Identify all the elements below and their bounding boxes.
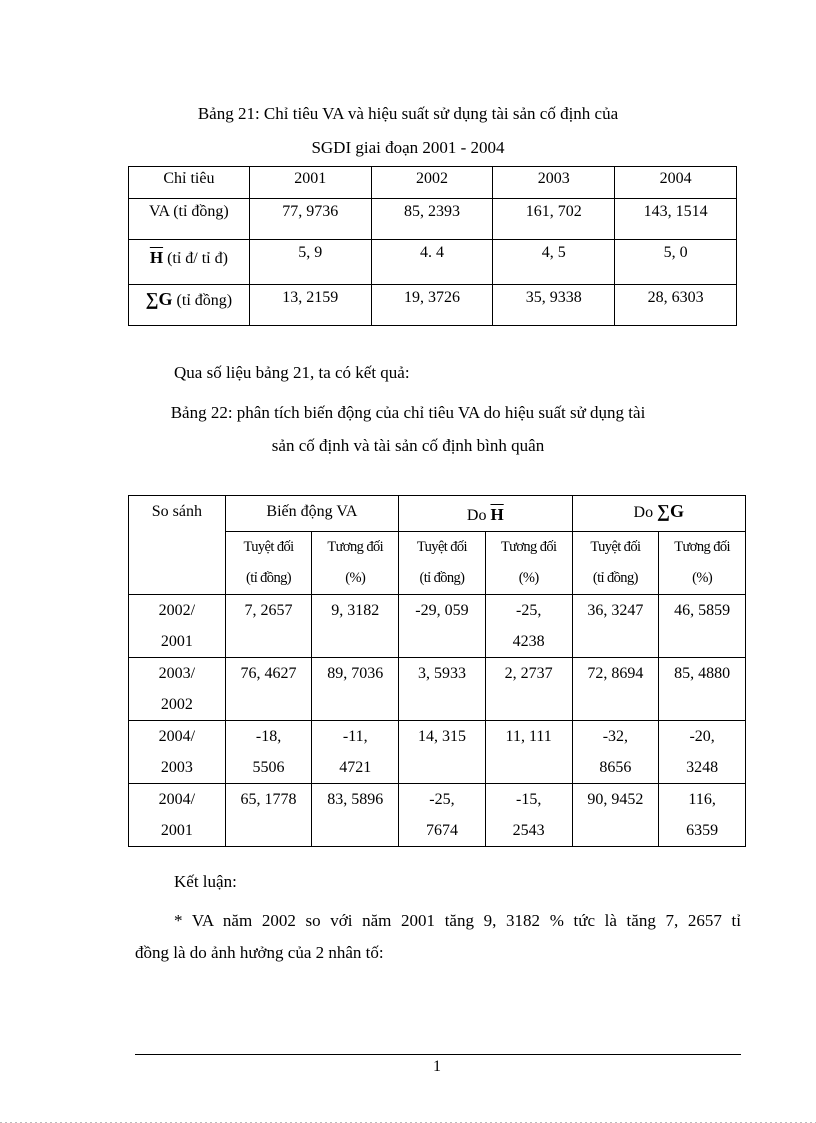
table-cell: 28, 6303 bbox=[615, 285, 737, 326]
table-row bbox=[129, 658, 746, 721]
header-cell: Chỉ tiêu bbox=[129, 167, 250, 199]
table-cell: -18, 5506 bbox=[225, 721, 312, 784]
table22-caption-line2: sản cố định và tài sản cố định bình quân bbox=[271, 436, 545, 455]
subheader-cell: Tương đối (%) bbox=[659, 532, 746, 595]
conclusion-line1: * VA năm 2002 so với năm 2001 tăng 9, 3182 % tức là tăng 7, 2657 tỉ bbox=[174, 911, 741, 930]
table-cell: 3, 5933 bbox=[399, 658, 486, 721]
row-label-unit: (tỉ đ/ tỉ đ) bbox=[163, 250, 228, 267]
table-cell: 13, 2159 bbox=[249, 285, 371, 326]
table-row bbox=[129, 595, 746, 658]
header-cell bbox=[572, 496, 745, 532]
table-cell: 46, 5859 bbox=[659, 595, 746, 658]
table-row bbox=[129, 199, 737, 240]
do-label: Do bbox=[633, 504, 658, 521]
table-cell: 35, 9338 bbox=[493, 285, 615, 326]
table-cell: 65, 1778 bbox=[225, 784, 312, 847]
table-cell: -25, 4238 bbox=[485, 595, 572, 658]
header-cell: 2002 bbox=[371, 167, 493, 199]
table21 bbox=[128, 166, 737, 326]
sigma-g-symbol: ∑G bbox=[145, 289, 173, 309]
period-cell: 2004/ 2001 bbox=[129, 784, 226, 847]
table-cell: -15, 2543 bbox=[485, 784, 572, 847]
table-cell: 83, 5896 bbox=[312, 784, 399, 847]
conclusion-line2: đồng là do ảnh hưởng của 2 nhân tố: bbox=[135, 943, 384, 962]
table-header-row bbox=[129, 496, 746, 532]
table-cell: 77, 9736 bbox=[249, 199, 371, 240]
period-cell: 2004/ 2003 bbox=[129, 721, 226, 784]
table-cell: -32, 8656 bbox=[572, 721, 659, 784]
table22-caption-line1: Bảng 22: phân tích biến động của chỉ tiêu VA do hiệu suất sử dụng tài bbox=[170, 403, 646, 422]
table-cell: 90, 9452 bbox=[572, 784, 659, 847]
table-cell: 85, 2393 bbox=[371, 199, 493, 240]
table-row bbox=[129, 721, 746, 784]
table22 bbox=[128, 495, 746, 847]
table-row bbox=[129, 285, 737, 326]
footer-divider bbox=[135, 1054, 741, 1055]
subheader-cell: Tuyệt đối (tỉ đồng) bbox=[225, 532, 312, 595]
table-cell: 7, 2657 bbox=[225, 595, 312, 658]
h-bar-symbol: $\overline{H}$ bbox=[490, 505, 504, 524]
period-cell: 2003/ 2002 bbox=[129, 658, 226, 721]
do-label: Do bbox=[466, 507, 491, 524]
intro-text: Qua số liệu bảng 21, ta có kết quả: bbox=[174, 363, 410, 382]
row-label-unit: (tỉ đồng) bbox=[172, 292, 233, 309]
table21-caption-line2: SGDI giai đoạn 2001 - 2004 bbox=[311, 138, 505, 157]
table-cell: 11, 111 bbox=[485, 721, 572, 784]
table-cell: 116, 6359 bbox=[659, 784, 746, 847]
subheader-cell: Tuyệt đối (tỉ đồng) bbox=[399, 532, 486, 595]
table-cell: 4, 5 bbox=[493, 240, 615, 285]
table-cell: 72, 8694 bbox=[572, 658, 659, 721]
conclusion-heading: Kết luận: bbox=[174, 872, 237, 891]
header-cell: 2003 bbox=[493, 167, 615, 199]
row-label bbox=[129, 240, 250, 285]
table-cell: 4. 4 bbox=[371, 240, 493, 285]
period-cell: 2002/ 2001 bbox=[129, 595, 226, 658]
table-cell: 19, 3726 bbox=[371, 285, 493, 326]
table-cell: 2, 2737 bbox=[485, 658, 572, 721]
table-cell: 36, 3247 bbox=[572, 595, 659, 658]
table-cell: 9, 3182 bbox=[312, 595, 399, 658]
subheader-cell: Tuyệt đối (tỉ đồng) bbox=[572, 532, 659, 595]
table-cell: -29, 059 bbox=[399, 595, 486, 658]
table21-caption-line1: Bảng 21: Chỉ tiêu VA và hiệu suất sử dụng tài sản cố định của bbox=[197, 104, 619, 123]
header-cell: So sánh bbox=[129, 496, 226, 595]
table-header-row bbox=[129, 167, 737, 199]
row-label bbox=[129, 285, 250, 326]
row-label: VA (tỉ đồng) bbox=[129, 199, 250, 240]
header-cell bbox=[399, 496, 572, 532]
page-number: 1 bbox=[433, 1058, 441, 1075]
table-row bbox=[129, 784, 746, 847]
table-cell: 85, 4880 bbox=[659, 658, 746, 721]
table-cell: 161, 702 bbox=[493, 199, 615, 240]
table-cell: -20, 3248 bbox=[659, 721, 746, 784]
table-cell: 5, 0 bbox=[615, 240, 737, 285]
table-cell: 5, 9 bbox=[249, 240, 371, 285]
table-cell: 14, 315 bbox=[399, 721, 486, 784]
table-row bbox=[129, 240, 737, 285]
header-cell: Biến động VA bbox=[225, 496, 398, 532]
table-cell: 76, 4627 bbox=[225, 658, 312, 721]
subheader-cell: Tương đối (%) bbox=[312, 532, 399, 595]
table22-body bbox=[129, 595, 746, 847]
h-bar-symbol: $\overline{H}$ bbox=[149, 248, 164, 267]
table-cell: -25, 7674 bbox=[399, 784, 486, 847]
subheader-cell: Tương đối (%) bbox=[485, 532, 572, 595]
table-cell: -11, 4721 bbox=[312, 721, 399, 784]
header-cell: 2004 bbox=[615, 167, 737, 199]
table-cell: 143, 1514 bbox=[615, 199, 737, 240]
table-cell: 89, 7036 bbox=[312, 658, 399, 721]
header-cell: 2001 bbox=[249, 167, 371, 199]
sigma-g-symbol: ∑G bbox=[657, 501, 684, 521]
